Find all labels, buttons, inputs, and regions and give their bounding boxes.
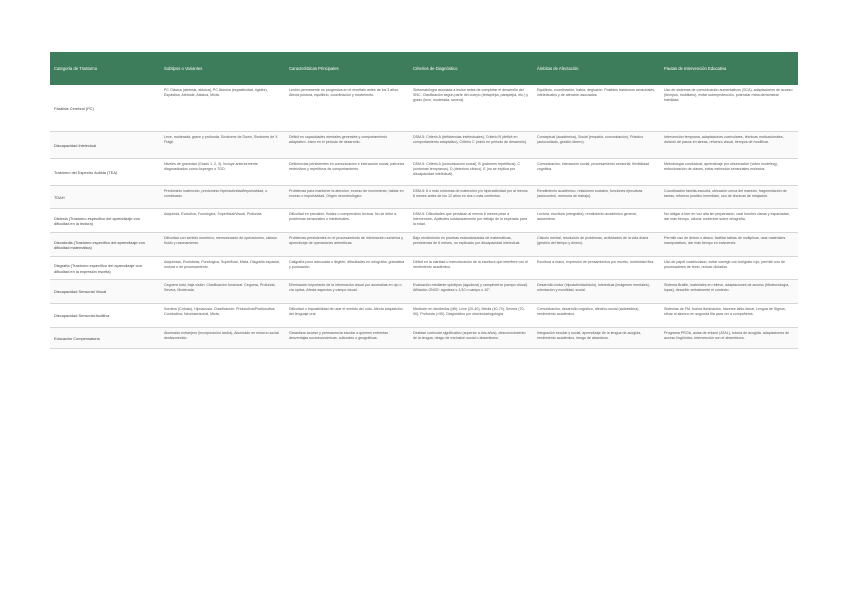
- cell-areas: Conceptual (académica), Social (empatía, comunicación), Práctico (autocuidado, gestión dinero).: [533, 131, 660, 158]
- cell-subtypes: Predominio inatención, predominio hiperactividad/impulsividad, o combinado.: [160, 185, 285, 208]
- cell-subtypes: Ceguera total, baja visión. Clasificación funcional: Ceguera, Profunda, Severa, Moderada.: [160, 279, 285, 303]
- header-criteria: Criterios de Diagnóstico: [409, 52, 533, 85]
- cell-characteristics: Garantizar acceso y permanencia escolar a quienes enfrentan desventajas socioeconómicas, culturales o geográficas.: [285, 327, 409, 348]
- table-row: [50, 303, 798, 327]
- cell-areas: Equilibrio, coordinación, habla, deglución. Posibles trastornos sensoriales, intelectuales y de atención asociados.: [533, 85, 660, 131]
- cell-characteristics: Problemas para mantener la atención, exceso de movimiento, hablar en exceso o impulsividad. Origen neurobiológico.: [285, 185, 409, 208]
- table-header: [50, 52, 798, 85]
- cell-areas: Comunicación, desarrollo cognitivo, afectivo-social (autoestima), rendimiento académico.: [533, 303, 660, 327]
- cell-subtypes: Dificultad con sentido numérico, memorización de operaciones, cálculo fluido y razonamiento.: [160, 232, 285, 256]
- cell-category: Dislexia (Trastorno específico del aprendizaje con dificultad en la lectura): [50, 208, 160, 232]
- cell-subtypes: Adquirida, Evolutiva, Fonológica, Superficial/Visual, Profunda.: [160, 208, 285, 232]
- cell-criteria: Bajo rendimiento en pruebas estandarizadas de matemáticas, persistencia de 6 meses, no explicado por discapacidad intelectual.: [409, 232, 533, 256]
- cell-interventions: Intervención temprana, adaptaciones curriculares, técnicas motivacionales, división de pasos en tareas, refuerzo visual, tiempos de modificar.: [660, 131, 798, 158]
- cell-criteria: Desfase curricular significativo (superior a dos años), desconocimiento de la lengua, riesgo de exclusión social o absentismo.: [409, 327, 533, 348]
- cell-areas: Cálculo mental, resolución de problemas, actividades de la vida diaria (gestión del tiempo y dinero).: [533, 232, 660, 256]
- cell-characteristics: Dificultad o imposibilidad de usar el sentido del oído. Afecta adquisición del lenguaje oral.: [285, 303, 409, 327]
- table-row: [50, 158, 798, 185]
- cell-interventions: Uso de sistemas de comunicación aumentativos (SCA), adaptaciones de acceso (tiempos, mobiliario), evitar sobreprotección, potenciar meta-demonstrar habilidad.: [660, 85, 798, 131]
- cell-criteria: Sintomatología asociada a lesión antes de completar el desarrollo del SNC. Clasificación según parte del cuerpo (tetraplejía, paraplejía, etc.) y grado (leve, moderada, severa).: [409, 85, 533, 131]
- cell-subtypes: Niveles de gravedad (Grado 1, 2, 3). Incluye anteriormente diagnosticados como Asperger o TGD.: [160, 158, 285, 185]
- cell-criteria: Déficit en la claridad u estructuración de la escritura que interfiere con el rendimiento académico.: [409, 256, 533, 279]
- cell-subtypes: Adquiridas, Evolutivas, Fonológica, Superficial, Mixta. Disgrafía espacial, motora o de procesamiento.: [160, 256, 285, 279]
- cell-criteria: DSM-5: 6 o más síntomas de inatención y/o hiperactividad por al menos 6 meses antes de los 12 años en dos o más contextos.: [409, 185, 533, 208]
- table-row: [50, 185, 798, 208]
- cell-criteria: DSM-5: Criterio A (comunicación social), B (patrones repetitivos), C (síntomas tempranos), D (deterioro clínico), E (no se explica por discapacidad intelectual).: [409, 158, 533, 185]
- table-row: [50, 85, 798, 131]
- header-characteristics: Características Principales: [285, 52, 409, 85]
- cell-areas: Rendimiento académico, relaciones sociales, funciones ejecutivas (autocontrol, memoria de trabajo).: [533, 185, 660, 208]
- header-category: Categoría de Trastorno: [50, 52, 160, 85]
- cell-characteristics: Caligrafía poco adecuada o ilegible, dificultades en ortografía, gramática y puntuación.: [285, 256, 409, 279]
- cell-subtypes: Sordera (Cofosis), Hipoacusia. Clasificación: Prelocutiva/Postlocutiva; Conductiva, Neurosensorial, Mixta.: [160, 303, 285, 327]
- cell-areas: Comunicación, interacción social, procesamiento sensorial, flexibilidad cognitiva.: [533, 158, 660, 185]
- cell-areas: Escritura a mano, expresión de pensamientos por escrito, motricidad fina.: [533, 256, 660, 279]
- table-row: [50, 232, 798, 256]
- cell-category: Parálisis Cerebral (PC): [50, 85, 160, 131]
- cell-interventions: Permitir uso de dedos o ábaco, facilitar tablas de multiplicar, usar materiales manipulativos, dar más tiempo en exámenes.: [660, 232, 798, 256]
- cell-interventions: Uso de papel cuadriculado, evitar corregir con bolígrafo rojo, permitir uso de procesadores de texto, reducir dictados.: [660, 256, 798, 279]
- cell-category: Discalculia (Trastorno específico del aprendizaje con dificultad matemática): [50, 232, 160, 256]
- cell-areas: Desarrollo motor (hipoactividad/ciclo), intelectual (imágenes mentales), orientación y movilidad, social.: [533, 279, 660, 303]
- cell-characteristics: Deficiencias persistentes en comunicación e interacción social, patrones restrictivos y repetitivos de comportamiento.: [285, 158, 409, 185]
- cell-interventions: Sistema Braille, materiales en relieve, adaptaciones de acceso (tiflotecnología, lupas), describir verbalmente el contexto.: [660, 279, 798, 303]
- cell-subtypes: PC Clásica (atetosis, atáxica), PC Atónica (espasticidad, rigidez), Espástica, Atetoide, Atáxica, Mixta.: [160, 85, 285, 131]
- cell-category: Discapacidad Sensorial Visual: [50, 279, 160, 303]
- cell-areas: Lectura, escritura (ortografía), rendimiento académico general, autoestima.: [533, 208, 660, 232]
- cell-interventions: Coordinación familia-escuela, ubicación cerca del maestro, fragmentación de tareas, refuerzo positivo inmediato, uso de técnicas de relajación.: [660, 185, 798, 208]
- cell-characteristics: Lesión permanente no progresiva en el encéfalo antes de los 3 años. Afecta postura, equilibrio, coordinación y movimiento.: [285, 85, 409, 131]
- cell-characteristics: Problemas persistentes en el procesamiento de información numérica y aprendizaje de operaciones aritméticas.: [285, 232, 409, 256]
- cell-characteristics: Eliminación importante de la información visual por anomalías en ojo o vía óptica. Afecta aspectos y campo visual.: [285, 279, 409, 303]
- cell-interventions: Metodología conductual, aprendizaje por observación (video modeling), estructuración de clases, evitar estímulos sensoriales molestos.: [660, 158, 798, 185]
- cell-subtypes: Alumnado extranjero (incorporación tardía), Alumnado en entorno social desfavorecido.: [160, 327, 285, 348]
- cell-category: Discapacidad Intelectual: [50, 131, 160, 158]
- cell-category: Trastorno del Espectro Autista (TEA): [50, 158, 160, 185]
- table-row: [50, 327, 798, 348]
- cell-criteria: DSM-5: Dificultades que persistan al menos 6 meses pese a intervención. Aptitudes sustancialmente por debajo de lo esperado para la edad.: [409, 208, 533, 232]
- cell-category: Discapacidad Sensorial Auditiva: [50, 303, 160, 327]
- cell-subtypes: Leve, moderada, grave y profunda. Síndrome de Down, Síndrome de X Frágil.: [160, 131, 285, 158]
- cell-areas: Integración escolar y social, aprendizaje de la lengua de acogida, rendimiento académico, riesgo de abandono.: [533, 327, 660, 348]
- cell-characteristics: Dificultad en precisión, fluidez o comprensión lectora. No se debe a problemas sensoriales o intelectuales.: [285, 208, 409, 232]
- cell-criteria: DSM-5: Criterio A (deficiencias intelectuales), Criterio B (déficit en comportamiento adaptativo), Criterio C (inicio en periodo de desarrollo).: [409, 131, 533, 158]
- table-row: [50, 279, 798, 303]
- header-interventions: Pautas de Intervención Educativa: [660, 52, 798, 85]
- cell-interventions: Programa PROA, aulas de enlace (ATAL), tutoría de acogida, adaptaciones de acceso lingüístico, intervención con el absentismo.: [660, 327, 798, 348]
- table-row: [50, 256, 798, 279]
- table-row: [50, 131, 798, 158]
- disorders-table: [50, 52, 798, 349]
- table-body: [50, 85, 798, 348]
- cell-interventions: Sistemas de FM, buena iluminación, hacerse labio-facial, Lengua de Signos, situar al alumno en segunda fila para ver a compañeros.: [660, 303, 798, 327]
- header-subtypes: Subtipos o Variantes: [160, 52, 285, 85]
- cell-criteria: Evaluación mediante optotipos (agudeza) y campimetría (campo visual). Afiliación ONCE: agudeza ≤ 1/10 o campo ≤ 10°.: [409, 279, 533, 303]
- cell-category: Educación Compensatoria: [50, 327, 160, 348]
- cell-criteria: Medición en decibelios (dB): Leve (20-40), Media (40-70), Severa (70-90), Profunda (>90). Diagnóstico por otorrinolaringología.: [409, 303, 533, 327]
- header-areas: Ámbitos de Afectación: [533, 52, 660, 85]
- cell-category: TDAH: [50, 185, 160, 208]
- cell-category: Disgrafía (Trastorno específico del aprendizaje con dificultad en la expresión escrita): [50, 256, 160, 279]
- table-row: [50, 208, 798, 232]
- header-row: [50, 52, 798, 85]
- cell-interventions: No obligar a leer en voz alta sin preparación, usar fuentes claras y espaciadas, dar más tiempo, valorar contenido sobre ortografía.: [660, 208, 798, 232]
- intervention-table-container: [50, 52, 798, 349]
- cell-characteristics: Déficit en capacidades mentales generales y comportamiento adaptativo. Inicio en el periodo de desarrollo.: [285, 131, 409, 158]
